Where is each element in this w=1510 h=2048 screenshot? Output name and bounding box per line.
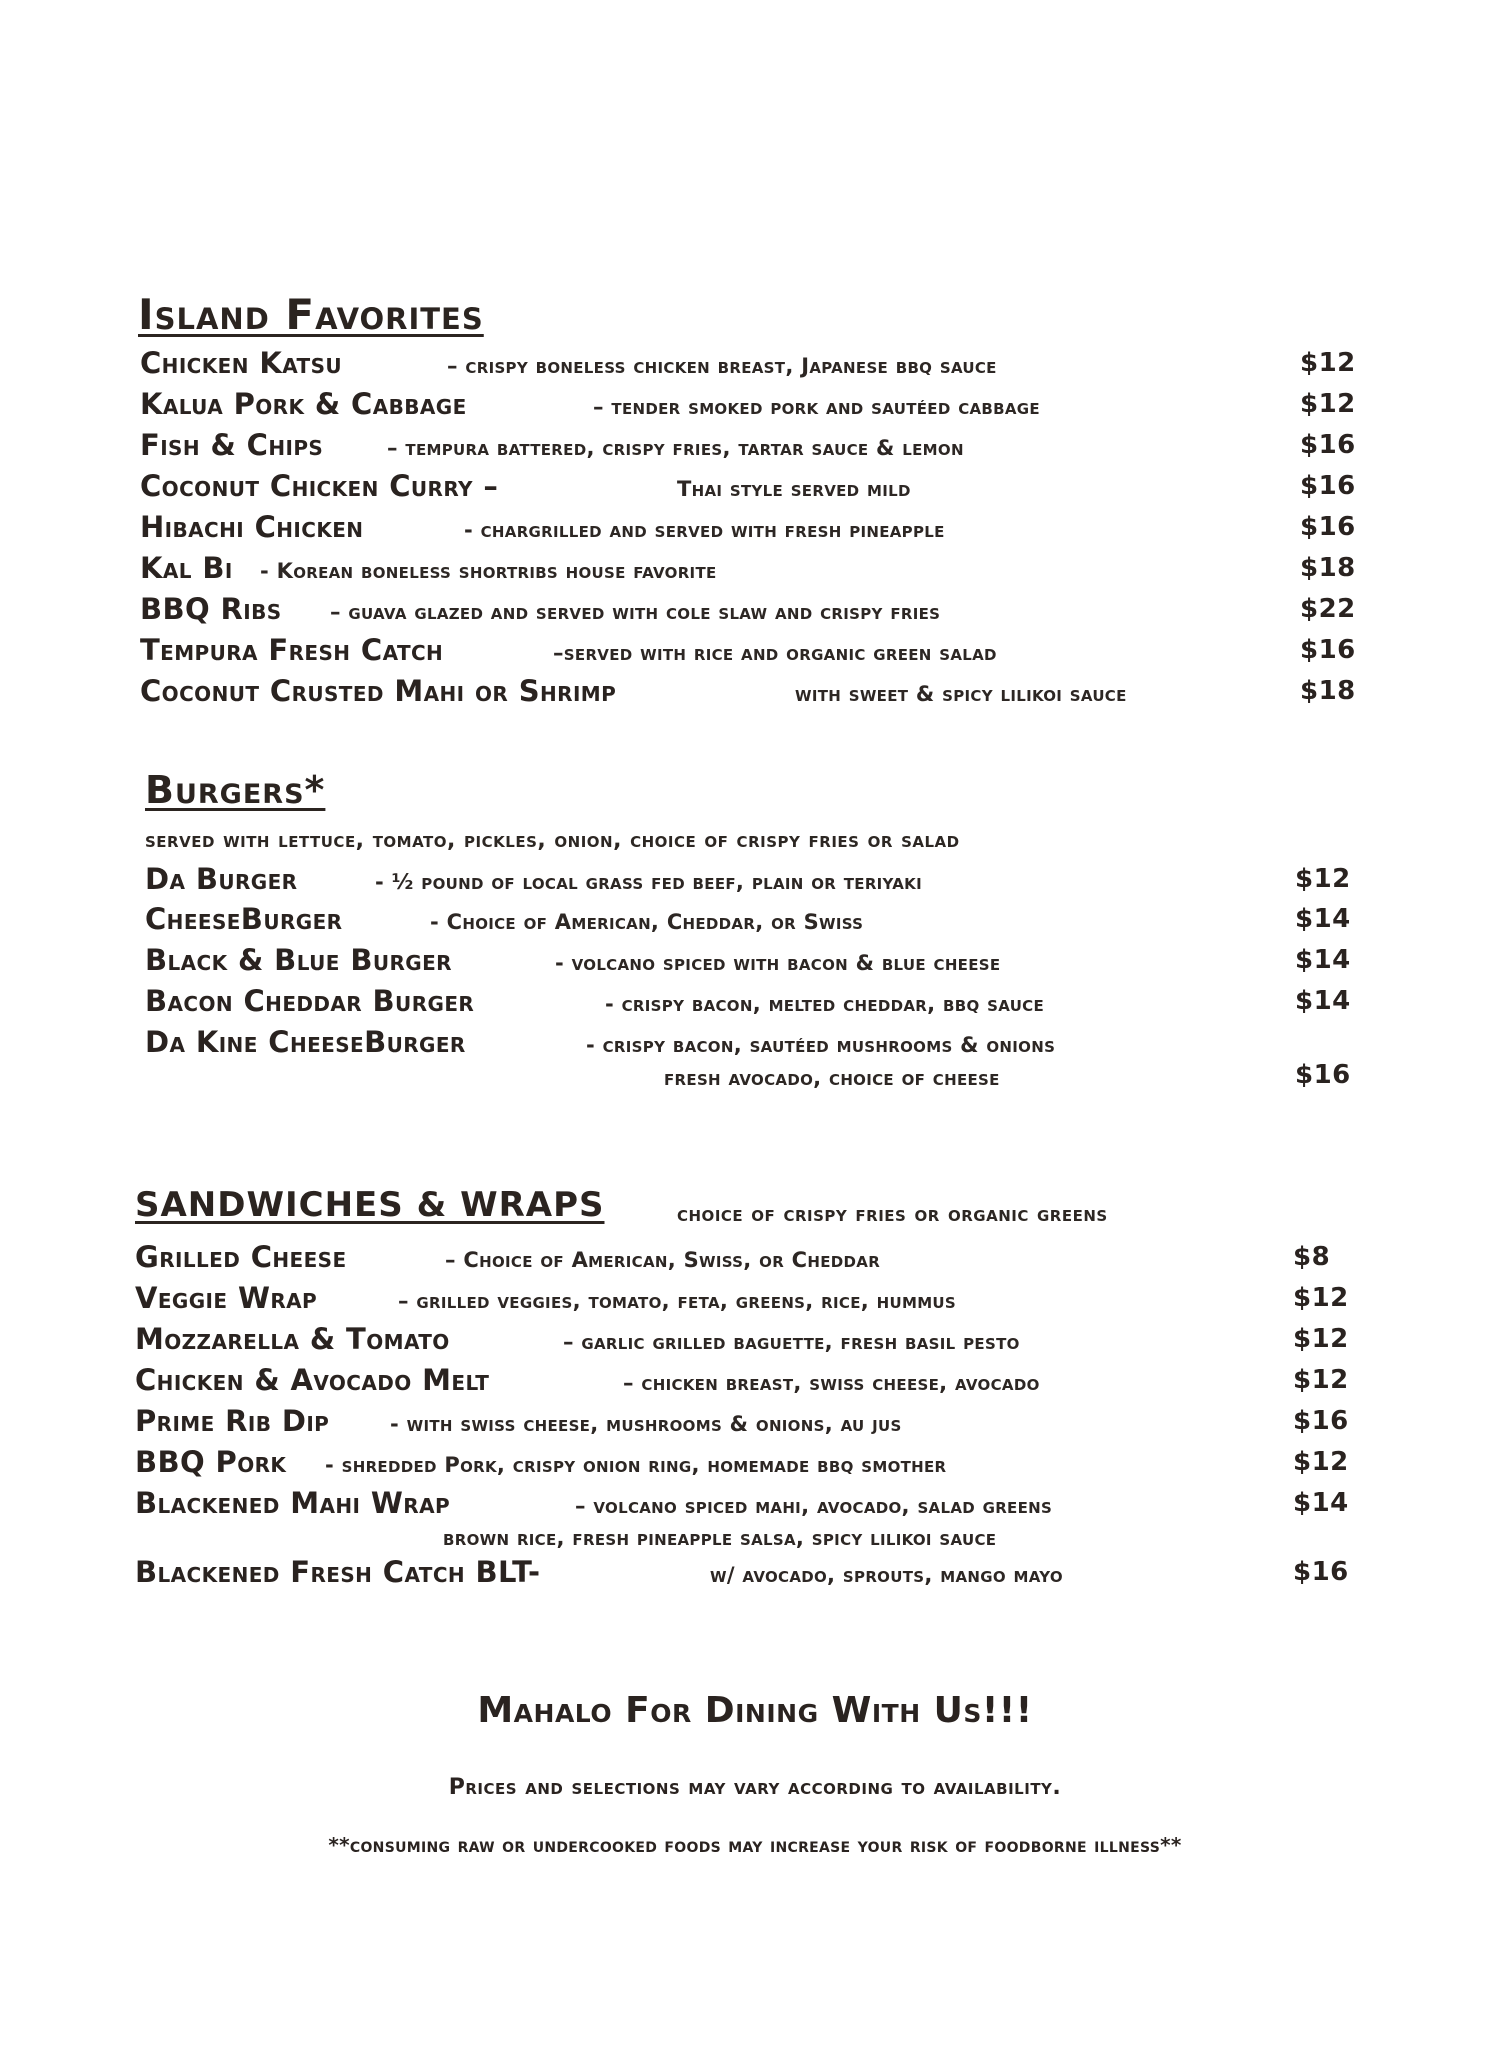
item-description: fresh avocado, choice of cheese — [664, 1066, 1000, 1090]
menu-item — [0, 510, 1510, 546]
item-description: – volcano spiced mahi, avocado, salad greens — [575, 1494, 1053, 1518]
item-price: $16 — [1293, 1406, 1349, 1436]
item-name: Mozzarella & Tomato — [135, 1322, 450, 1356]
item-description: – garlic grilled baguette, fresh basil pesto — [563, 1330, 1020, 1354]
item-price: $14 — [1295, 945, 1351, 975]
menu-item — [0, 1486, 1510, 1522]
item-name: Veggie Wrap — [135, 1281, 318, 1315]
item-name: Chicken Katsu — [140, 346, 343, 380]
item-description: – chicken breast, swiss cheese, avocado — [623, 1371, 1040, 1395]
item-description: - Choice of American, Cheddar, or Swiss — [430, 910, 864, 934]
item-description: - chargrilled and served with fresh pineapple — [464, 518, 945, 542]
menu-item — [0, 862, 1510, 898]
item-description: – crispy boneless chicken breast, Japanese bbq sauce — [447, 354, 997, 378]
item-price: $12 — [1300, 348, 1356, 378]
item-name: Kalua Pork & Cabbage — [140, 387, 467, 421]
item-price: $12 — [1293, 1283, 1349, 1313]
menu-item — [0, 1281, 1510, 1317]
item-name: BBQ Pork — [135, 1445, 287, 1479]
item-price: $18 — [1300, 676, 1356, 706]
item-price: $16 — [1295, 1060, 1351, 1090]
item-description: – tender smoked pork and sautéed cabbage — [593, 395, 1040, 419]
item-description: –served with rice and organic green salad — [553, 641, 997, 665]
item-name: BBQ Ribs — [140, 592, 282, 626]
item-description: – Choice of American, Swiss, or Cheddar — [445, 1248, 881, 1272]
item-name: CheeseBurger — [145, 902, 343, 936]
menu-item — [0, 984, 1510, 1020]
item-price: $12 — [1293, 1365, 1349, 1395]
item-price: $14 — [1295, 904, 1351, 934]
island-favorites-title: Island Favorites — [138, 290, 484, 339]
food-safety-warning: **consuming raw or undercooked foods may increase your risk of foodborne illness** — [328, 1833, 1182, 1857]
menu-item — [0, 469, 1510, 505]
item-name: Kal Bi — [140, 551, 233, 585]
item-name: Coconut Chicken Curry – — [140, 469, 499, 503]
burgers-title: Burgers* — [145, 768, 326, 812]
menu-item — [0, 592, 1510, 628]
item-name: Da Kine CheeseBurger — [145, 1025, 466, 1059]
item-description: - ½ pound of local grass fed beef, plain or teriyaki — [375, 870, 922, 894]
menu-item — [0, 346, 1510, 382]
menu-item — [0, 1555, 1510, 1591]
item-price: $16 — [1300, 635, 1356, 665]
item-description: - crispy bacon, sautéed mushrooms & onions — [586, 1033, 1056, 1057]
item-name: Coconut Crusted Mahi or Shrimp — [140, 674, 617, 708]
sandwiches-title: SANDWICHES & WRAPS — [135, 1185, 605, 1225]
item-description: w/ avocado, sprouts, mango mayo — [710, 1563, 1063, 1587]
mahalo-message: Mahalo For Dining With Us!!! — [477, 1690, 1033, 1731]
menu-item — [0, 1445, 1510, 1481]
menu-item-continuation — [0, 1518, 1510, 1554]
item-description: with sweet & spicy lilikoi sauce — [795, 682, 1127, 706]
item-description: - shredded Pork, crispy onion ring, homemade bbq smother — [325, 1453, 947, 1477]
item-description: – guava glazed and served with cole slaw and crispy fries — [330, 600, 941, 624]
item-name: Blackened Mahi Wrap — [135, 1486, 451, 1520]
menu-item — [0, 1363, 1510, 1399]
menu-item — [0, 943, 1510, 979]
item-description: – tempura battered, crispy fries, tartar sauce & lemon — [387, 436, 964, 460]
item-price: $8 — [1293, 1242, 1331, 1272]
menu-item — [0, 633, 1510, 669]
item-price: $22 — [1300, 594, 1356, 624]
menu-item — [0, 387, 1510, 423]
item-name: Prime Rib Dip — [135, 1404, 330, 1438]
item-price: $16 — [1300, 471, 1356, 501]
item-description: Thai style served mild — [677, 477, 911, 501]
item-price: $14 — [1293, 1488, 1349, 1518]
item-price: $16 — [1293, 1557, 1349, 1587]
menu-item — [0, 1240, 1510, 1276]
item-name: Blackened Fresh Catch BLT- — [135, 1555, 541, 1589]
menu-item — [0, 1025, 1510, 1061]
menu-item — [0, 1404, 1510, 1440]
item-name: Black & Blue Burger — [145, 943, 452, 977]
menu-item — [0, 1322, 1510, 1358]
item-name: Hibachi Chicken — [140, 510, 364, 544]
item-name: Chicken & Avocado Melt — [135, 1363, 490, 1397]
item-name: Da Burger — [145, 862, 298, 896]
item-description: - volcano spiced with bacon & blue cheese — [555, 951, 1001, 975]
prices-note: Prices and selections may vary according to availability. — [448, 1775, 1062, 1800]
item-price: $12 — [1300, 389, 1356, 419]
item-price: $12 — [1293, 1447, 1349, 1477]
item-name: Bacon Cheddar Burger — [145, 984, 475, 1018]
item-name: Tempura Fresh Catch — [140, 633, 444, 667]
item-description: - with swiss cheese, mushrooms & onions, au jus — [390, 1412, 902, 1436]
item-price: $14 — [1295, 986, 1351, 1016]
item-price: $18 — [1300, 553, 1356, 583]
item-price: $16 — [1300, 430, 1356, 460]
item-name: Fish & Chips — [140, 428, 324, 462]
item-price: $12 — [1293, 1324, 1349, 1354]
sandwiches-note: choice of crispy fries or organic greens — [677, 1202, 1108, 1227]
burgers-note: served with lettuce, tomato, pickles, onion, choice of crispy fries or salad — [145, 828, 960, 853]
menu-item-continuation — [0, 1058, 1510, 1094]
menu-item — [0, 551, 1510, 587]
item-description: brown rice, fresh pineapple salsa, spicy lilikoi sauce — [443, 1526, 997, 1550]
menu-item — [0, 428, 1510, 464]
menu-item — [0, 674, 1510, 710]
item-price: $12 — [1295, 864, 1351, 894]
menu-item — [0, 902, 1510, 938]
item-name: Grilled Cheese — [135, 1240, 347, 1274]
item-description: - crispy bacon, melted cheddar, bbq sauce — [605, 992, 1045, 1016]
item-description: - Korean boneless shortribs house favorite — [260, 559, 717, 583]
item-description: – grilled veggies, tomato, feta, greens, rice, hummus — [398, 1289, 957, 1313]
item-price: $16 — [1300, 512, 1356, 542]
